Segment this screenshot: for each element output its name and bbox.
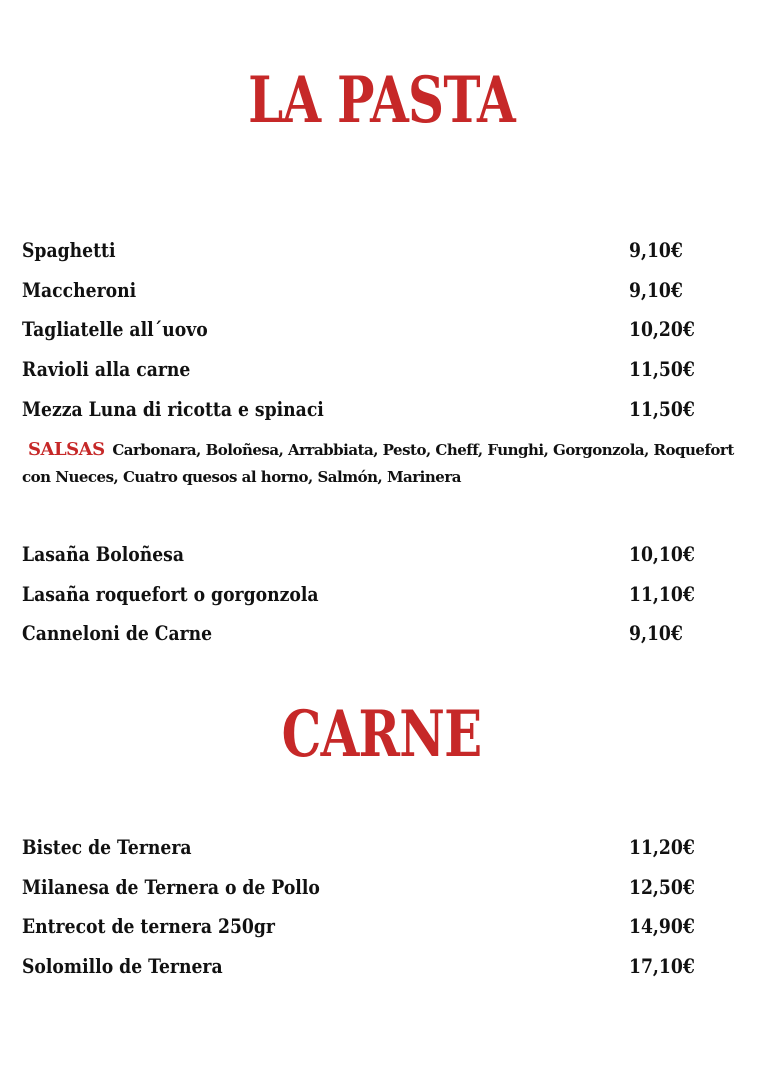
item-name: Ravioli alla carne — [22, 357, 191, 382]
salsas-list: Carbonara, Boloñesa, Arrabbiata, Pesto, Cheff, Funghi, Gorgonzola, Roquefort con Nueces, Cuatro quesos al horno, Salmón, Marinera — [22, 441, 734, 486]
menu-item — [22, 393, 742, 433]
menu-item — [22, 234, 742, 274]
item-price: 11,20€ — [629, 835, 695, 859]
lasagna-items-list — [22, 538, 742, 657]
salsas-label: SALSAS — [28, 439, 105, 460]
item-name: Bistec de Ternera — [22, 835, 192, 859]
pasta-section-title: LA PASTA — [248, 63, 515, 138]
item-price: 9,10€ — [629, 238, 683, 262]
item-name: Maccheroni — [22, 277, 137, 302]
pasta-items-list — [22, 234, 742, 432]
salsas-note — [22, 436, 740, 491]
item-name: Spaghetti — [22, 238, 116, 262]
menu-item — [22, 910, 742, 950]
item-name: Tagliatelle all´uovo — [22, 317, 208, 342]
carne-section-title: CARNE — [281, 697, 482, 772]
item-name: Lasaña roquefort o gorgonzola — [22, 581, 319, 606]
item-price: 11,50€ — [629, 357, 695, 382]
item-price: 9,10€ — [629, 277, 683, 302]
menu-item — [22, 578, 742, 618]
menu-item — [22, 831, 742, 871]
item-name: Entrecot de ternera 250gr — [22, 914, 275, 939]
carne-items-list — [22, 831, 742, 990]
menu-item — [22, 950, 742, 990]
item-price: 10,20€ — [629, 317, 695, 342]
item-name: Canneloni de Carne — [22, 621, 213, 646]
menu-item — [22, 274, 742, 314]
item-price: 10,10€ — [629, 542, 695, 566]
item-price: 14,90€ — [629, 914, 695, 939]
item-name: Solomillo de Ternera — [22, 954, 223, 979]
menu-item — [22, 617, 742, 657]
menu-item — [22, 538, 742, 578]
item-name: Lasaña Boloñesa — [22, 542, 185, 566]
menu-item — [22, 353, 742, 393]
menu-item — [22, 871, 742, 911]
item-price: 11,10€ — [629, 581, 695, 606]
item-price: 11,50€ — [629, 396, 695, 421]
item-price: 17,10€ — [629, 954, 695, 979]
item-price: 12,50€ — [629, 874, 695, 899]
item-name: Mezza Luna di ricotta e spinaci — [22, 396, 324, 421]
item-price: 9,10€ — [629, 621, 683, 646]
menu-item — [22, 313, 742, 353]
item-name: Milanesa de Ternera o de Pollo — [22, 874, 320, 899]
